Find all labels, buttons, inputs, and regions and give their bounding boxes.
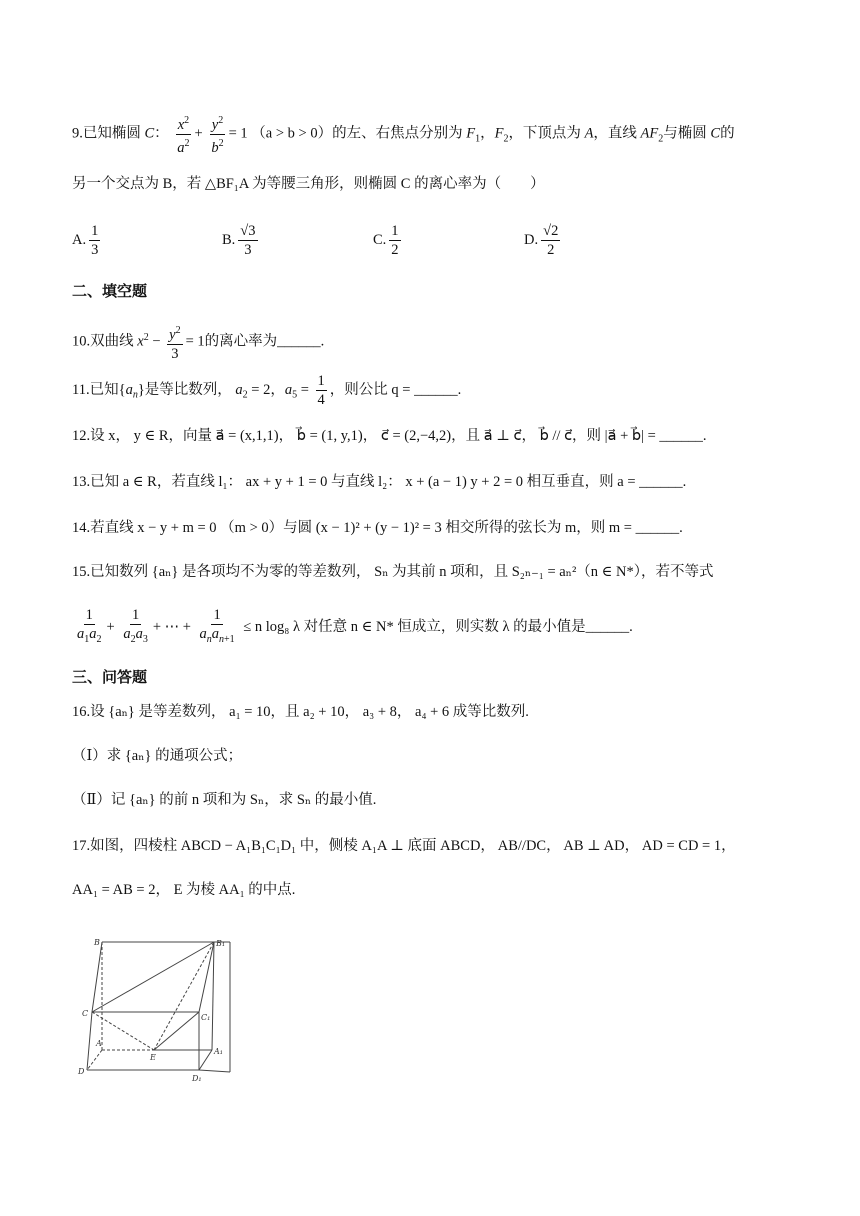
option-label: A.: [72, 232, 87, 248]
option-fraction: $\frac{1}{2}$: [391, 223, 399, 258]
q9-option-b: [222, 222, 261, 259]
option-fraction: $\frac{√3}{3}$: [240, 223, 256, 258]
q15-suffix: ≤ n log₈ λ 对任意 n ∈ N* 恒成立，则实数 λ 的最小值是______.: [243, 618, 633, 635]
q11-frac: $\frac{1}{4}$: [317, 373, 325, 408]
q16-part1: （Ⅰ）求 {aₙ} 的通项公式；: [72, 748, 243, 764]
option-label: C.: [373, 232, 387, 248]
edge-a1d1: [199, 1050, 212, 1070]
label-e: E: [150, 1053, 156, 1062]
edge-d1-right: [199, 1070, 230, 1072]
label-d: D: [78, 1067, 85, 1076]
section-heading-qa: 三、问答题: [72, 668, 148, 686]
option-label: D.: [524, 232, 539, 248]
q11-suffix: ，则公比 q = ______.: [329, 381, 462, 398]
section-heading-fill-in: 二、填空题: [72, 282, 148, 300]
edge-b1c1: [199, 942, 214, 1012]
option-fraction: $\frac{1}{3}$: [91, 223, 99, 258]
q17-line2: AA₁ = AB = 2， E 为棱 AA₁ 的中点.: [72, 882, 296, 898]
q11: 11.已知$\{a_n\}$是等比数列， $a_2 = 2$，$a_5$ = $\frac{1}{4}$ ，则公比 q = ______.: [72, 373, 462, 408]
q10-prefix: 10.双曲线: [72, 333, 134, 350]
label-d1: D₁: [192, 1074, 202, 1082]
q16-line1: 16.设 {aₙ} 是等差数列， a₁ = 10，且 a₂ + 10， a₃ + 8， a₄ + 6 成等比数列.: [72, 704, 529, 720]
q14: 14.若直线 x − y + m = 0 （m > 0）与圆 (x − 1)² + (y − 1)² = 3 相交所得的弦长为 m，则 m = ______.: [72, 520, 683, 536]
edge-ec1: [154, 1012, 199, 1050]
q9-prefix: 9.已知椭圆: [72, 125, 141, 142]
q9-option-d: [524, 222, 563, 259]
q16-part2: （Ⅱ）记 {aₙ} 的前 n 项和为 Sₙ，求 Sₙ 的最小值.: [72, 792, 377, 808]
label-a1: A₁: [214, 1047, 223, 1056]
q17-line1: 17.如图，四棱柱 ABCD − A₁B₁C₁D₁ 中，侧棱 A₁A ⊥ 底面 ABCD， AB//DC， AB ⊥ AD， AD = CD = 1，: [72, 838, 736, 854]
prism-figure: [74, 932, 234, 1082]
q15-frac3: $\frac{1}{a_na_{n+1}}$: [199, 607, 235, 645]
q10-frac: $\frac{y^2}{3}$: [167, 322, 182, 363]
q9-cond: （a > b > 0）的左、右焦点分别为: [251, 125, 463, 142]
q13: 13.已知 a ∈ R，若直线 l₁： ax + y + 1 = 0 与直线 l₂： x + (a − 1) y + 2 = 0 相互垂直，则 a = ______.: [72, 474, 687, 490]
q9-tail: 的: [720, 125, 735, 142]
q9-end: ，直线: [593, 125, 637, 142]
q10: 10.双曲线 $x^2$ − $\frac{y^2}{3}$ = 1的离心率为______.: [72, 322, 324, 363]
q11-mid: 是等比数列，: [144, 381, 232, 398]
q9-mid: ，下顶点为: [508, 125, 581, 142]
label-a: A: [96, 1039, 102, 1048]
option-label: B.: [222, 232, 236, 248]
q9-frac-x: $\frac{x^2}{a^2}$: [175, 112, 191, 157]
label-c: C: [82, 1009, 89, 1018]
q9-end2: 与椭圆: [663, 125, 707, 142]
edge-cb1: [92, 942, 214, 1012]
edge-cd: [87, 1012, 92, 1070]
option-fraction: $\frac{√2}{2}$: [543, 223, 559, 258]
q15-line2: $\frac{1}{a_1a_2}$ + $\frac{1}{a_2a_3}$ + ⋯ + $\frac{1}{a_na_{n+1}}$ ≤ n log₈ λ 对任意 n ∈ N* 恒成立，则实数 λ 的最小值是______.: [72, 606, 633, 649]
label-b: B: [94, 938, 100, 947]
q10-suffix: 的离心率为______.: [204, 333, 325, 350]
q9-frac-y: $\frac{y^2}{b^2}$: [209, 112, 225, 157]
label-b1: B₁: [216, 939, 226, 948]
edge-ad-dashed: [87, 1050, 102, 1070]
edge-eb1-dashed: [154, 942, 214, 1050]
q15-line1: 15.已知数列 {aₙ} 是各项均不为零的等差数列， Sₙ 为其前 n 项和，且 S₂ₙ₋₁ = aₙ²（n ∈ N*），若不等式: [72, 564, 714, 580]
q11-prefix: 11.已知: [72, 381, 119, 398]
edge-b1a1: [212, 942, 214, 1050]
label-c1: C₁: [201, 1013, 211, 1022]
edge-bc: [92, 942, 102, 1012]
q9-line1: 9.已知椭圆 C： $\frac{x^2}{a^2}$ + $\frac{y^2}{b^2}$ = 1 （a > b > 0）的左、右焦点分别为 $F_1$，$F_2$，下顶点为 A，直线 $AF_2$与椭圆 C的: [72, 112, 735, 157]
q9-option-a: [72, 222, 103, 259]
q12: 12.设 x， y ∈ R，向量 a⃗ = (x,1,1)， b⃗ = (1, y,1)， c⃗ = (2,−4,2)，且 a⃗ ⊥ c⃗， b⃗ // c⃗，则 |a⃗ + b⃗| = ______.: [72, 428, 707, 444]
q9-line2: 另一个交点为 B，若 △BF₁A 为等腰三角形，则椭圆 C 的离心率为（ ）: [72, 176, 545, 192]
q15-frac1: $\frac{1}{a_1a_2}$: [77, 607, 102, 645]
q15-frac2: $\frac{1}{a_2a_3}$: [123, 607, 148, 645]
q9-option-c: [373, 222, 404, 259]
